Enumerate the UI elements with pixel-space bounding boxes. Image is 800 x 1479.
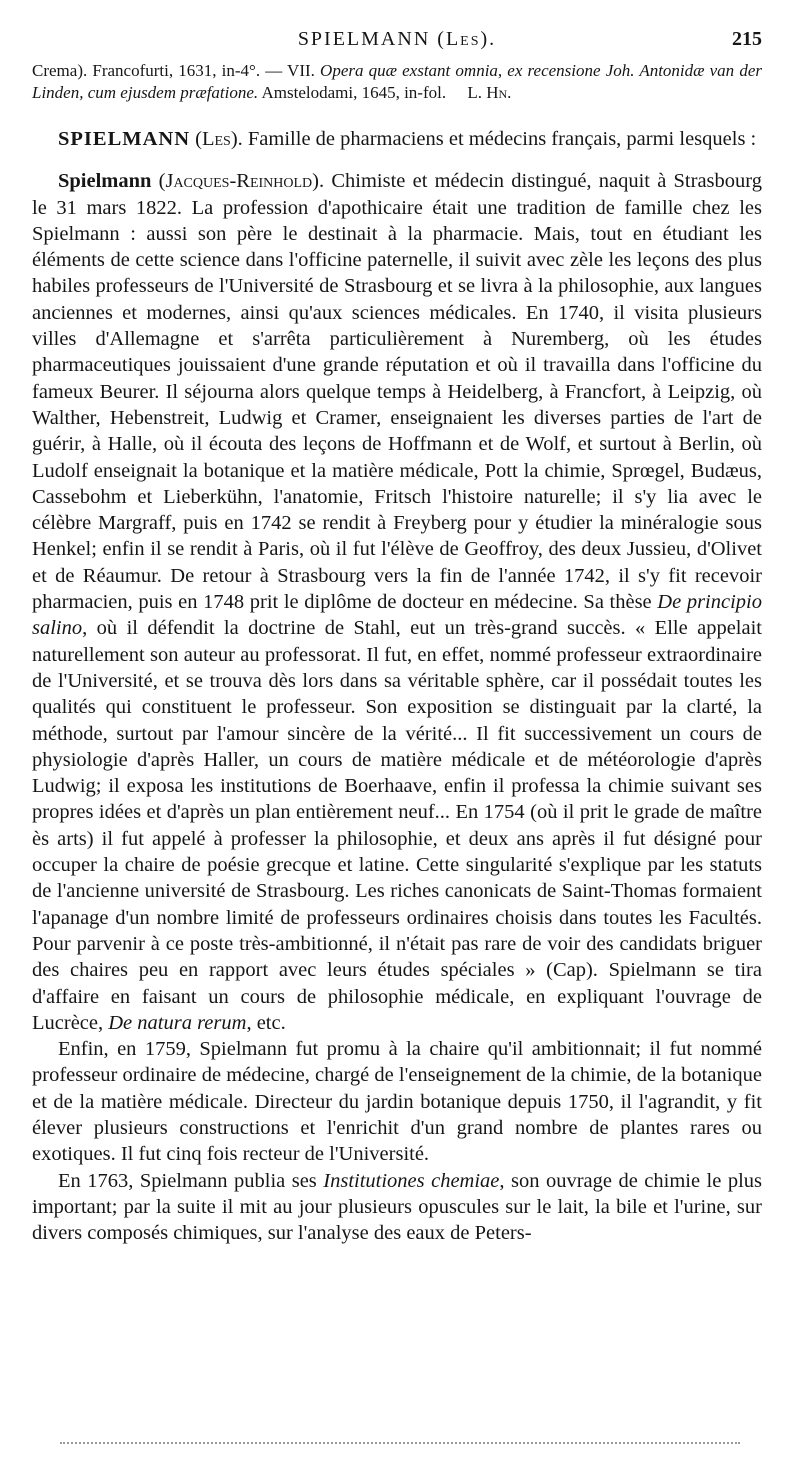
paragraph-1763: En 1763, Spielmann publia ses Institutiones chemiae, son ouvrage de chimie le plus important; par la suite il mit au jour plusieurs opuscules sur le lait, la bile et l'urine, sur divers composés chimiques, sur l'analyse des eaux de Peters- [32, 1169, 762, 1245]
running-head [32, 0, 762, 60]
title-main: SPIELMANN ( [297, 28, 446, 50]
jacques-entry: Spielmann (Jacques-Reinhold). Chimiste et médecin distingué, naquit à Strasbourg le 31 mars 1822. La profession d'apothicaire était une tradition de famille chez les Spielmann : aussi son père le destinait à la pharmacie. Mais, tout en étudiant les éléments de cette science dans l'officine paternelle, il suivit avec zèle les leçons des plus habiles professeurs de l'Université de Strasbourg et se livra à la philosophie, aux langues anciennes et modernes, ainsi qu'aux sciences médicales. En 1740, il visita plusieurs villes d'Allemagne et s'arrêta particulièrement à Nuremberg, où les études pharmaceutiques jouissaient d'une grande réputation et où il travailla dans l'officine du fameux Beurer. Il séjourna alors quelque temps à Heidelberg, à Francfort, à Leipzig, où Walther, Hebenstreit, Ludwig et Cramer, enseignaient les diverses parties de l'art de guérir, à Halle, où il écouta des leçons de Hoffmann et de Wolf, et surtout à Berlin, où Ludolf enseignait la botanique et la matière médicale, Pott la chimie, Sprœgel, Budæus, Cassebohm et Lieberkühn, l'anatomie, Fritsch l'histoire naturelle; il s'y lia avec le célèbre Margraff, puis en 1742 se rendit à Freyberg pour y étudier la minéralogie sous Henkel; enfin il se rendit à Paris, où il fut l'élève de Geoffroy, des deux Jussieu, d'Olivet et de Réaumur. De retour à Strasbourg vers la fin de l'année 1742, il s'y fit recevoir pharmacien, puis en 1748 prit le diplôme de docteur en médecine. Sa thèse De principio salino, où il défendit la doctrine de Stahl, eut un très-grand succès. « Elle appelait naturellement son auteur au professorat. Il fut, en effet, nommé professeur extraordinaire de l'Université, et se trouva dès lors dans sa véritable sphère, car il possédait toutes les qualités qui constituent le professeur. Son exposition se distinguait par la clarté, la méthode, surtout par l'amour sincère de la vérité... Il fit successivement un cours de physiologie d'après Haller, un cours de matière médicale et de météorologie d'après Ludwig; il exposa les institutions de Boerhaave, enfin il professa la chimie suivant ses propres idées et d'après un plan entièrement neuf... En 1754 (où il prit le grade de maître ès arts) il fut appelé à professer la philosophie, et deux ans après il fut désigné pour occuper la chaire de poésie grecque et latine. Cette singularité s'explique par les statuts de l'ancienne université de Strasbourg. Les riches canonicats de Saint-Thomas formaient l'apanage d'un nombre limité de professeurs ordinaires choisis dans toutes les Facultés. Pour parvenir à ce poste très-ambitionné, il n'était pas rare de voir des candidats briguer des chaires peu en rapport avec leurs études spéciales » (Cap). Spielmann se tira d'affaire en faisant un cours de philosophie médicale, en expliquant l'ouvrage de Lucrèce, De natura rerum, etc. [32, 170, 762, 1034]
family-entry: SPIELMANN (Les). Famille de pharmaciens et médecins français, parmi lesquels : [58, 128, 757, 150]
footer-divider [60, 1442, 740, 1444]
prev-entry-bibliography: Crema). Francofurti, 1631, in-4°. — VII. Opera quæ exstant omnia, ex recensione Joh. Antonidæ van der Linden, cum ejusdem præfatione. Amstelodami, 1645, in-fol. L. Hn. [32, 61, 762, 102]
page [32, 0, 762, 1246]
page-number: 215 [732, 28, 762, 50]
title-small-caps: Les [445, 28, 481, 50]
subentry-forename: (Jacques-Reinhold). [158, 170, 325, 193]
running-title [32, 28, 762, 51]
author-signature: L. Hn. [467, 83, 512, 102]
paragraph-1759: Enfin, en 1759, Spielmann fut promu à la chaire qu'il ambitionnait; il fut nommé professeur ordinaire de médecine, chargé de l'enseignement de la chimie, de la botanique et de la matière médicale. Directeur du jardin botanique depuis 1750, il l'agrandit, y fit élever plusieurs constructions et l'enrichit d'un grand nombre de plantes rares ou exotiques. Il fut cinq fois recteur de l'Université. [32, 1038, 762, 1166]
title-end: ). [480, 28, 497, 50]
entry-headword: SPIELMANN [58, 128, 191, 150]
subentry-name: Spielmann [58, 170, 152, 193]
